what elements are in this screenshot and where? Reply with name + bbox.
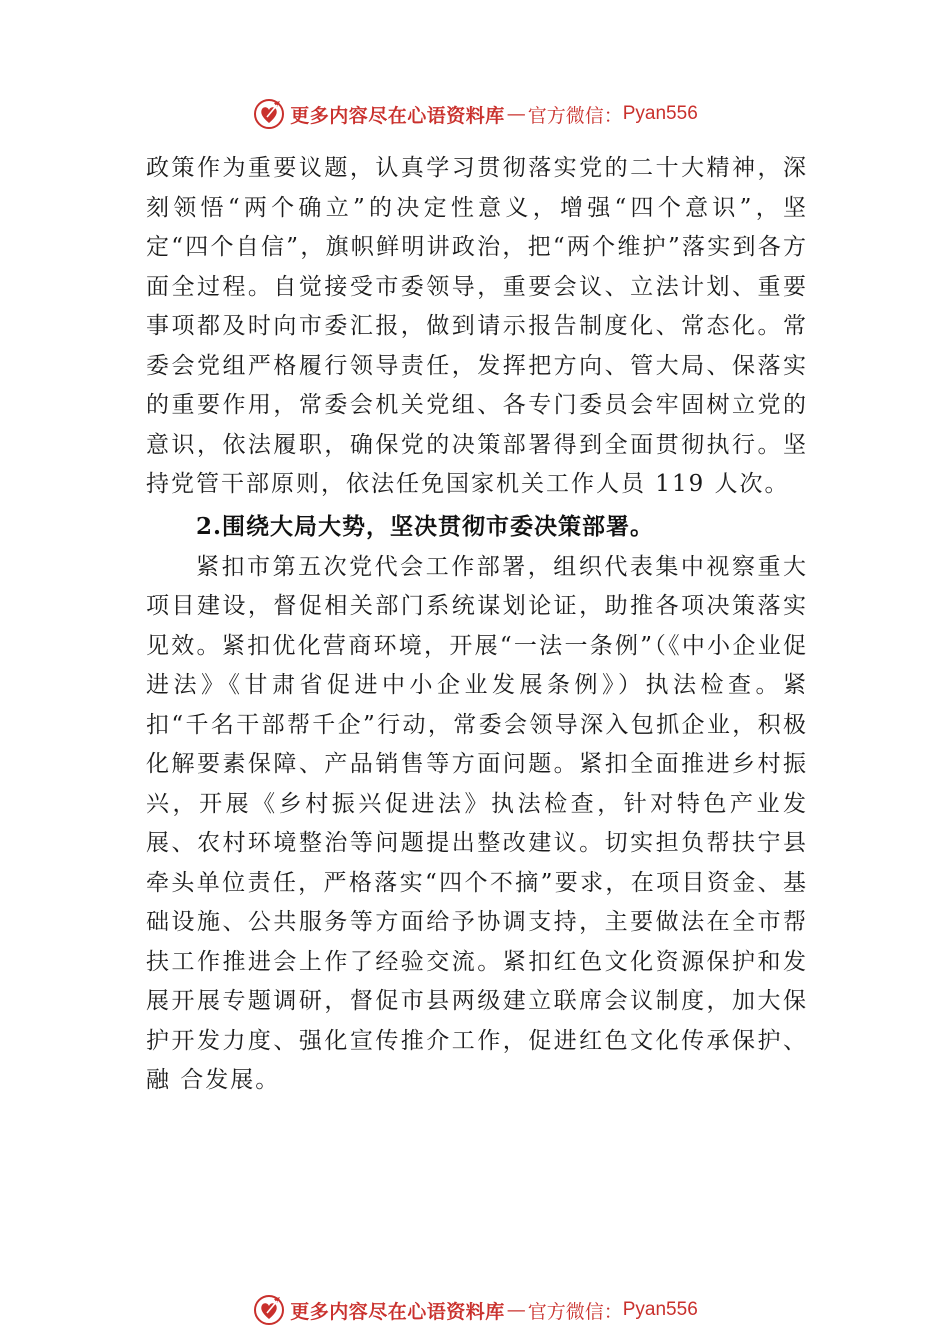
watermark-text: 更多内容尽在心语资料库 xyxy=(290,1300,505,1323)
section-heading-2: 2.围绕大局大势，坚决贯彻市委决策部署。 xyxy=(196,512,655,540)
watermark-dash: — xyxy=(506,1299,526,1321)
watermark-text: 更多内容尽在心语资料库 xyxy=(290,104,505,127)
watermark-account-id: Pyan556 xyxy=(622,103,698,124)
watermark-banner-top xyxy=(0,96,950,132)
paragraph-1: 政策作为重要议题，认真学习贯彻落实党的二十大精神，深刻领悟“两个确立”的决定性意义，增强“四个意识”，坚定“四个自信”，旗帜鲜明讲政治，把“两个维护”落实到各方面全过程。自觉接受市委领导，重要会议、立法计划、重要事项都及时向市委汇报，做到请示报告制度化、常态化。常委会党组严格履行领导责任，发挥把方向、管大局、保落实的重要作用，常委会机关党组、各专门委员会牢固树立党的意识，依法履职，确保党的决策部署得到全面贯彻执行。坚持党管干部原则，依法任免国家机关工作人员 119 人次。 xyxy=(146,155,808,497)
watermark-banner-bottom xyxy=(0,1292,950,1328)
paragraph-2: 紧扣市第五次党代会工作部署，组织代表集中视察重大项目建设，督促相关部门系统谋划论证，助推各项决策落实见效。紧扣优化营商环境，开展“一法一条例”（《中小企业促进法》《甘肃省促进中小企业发展条例》）执法检查。紧扣“千名干部帮千企”行动，常委会领导深入包抓企业，积极化解要素保障、产品销售等方面问题。紧扣全面推进乡村振兴，开展《乡村振兴促进法》执法检查，针对特色产业发展、农村环境整治等问题提出整改建议。切实担负帮扶宁县牵头单位责任，严格落实“四个不摘”要求，在项目资金、基础设施、公共服务等方面给予协调支持，主要做法在全市帮扶工作推进会上作了经验交流。紧扣红色文化资源保护和发展开展专题调研，督促市县两级建立联席会议制度，加大保护开发力度、强化宣传推介工作，促进红色文化传承保护、融 合发展。 xyxy=(146,553,808,1093)
document-body xyxy=(146,149,808,1101)
watermark-account-label: 官方微信： xyxy=(527,104,623,127)
watermark-account-id: Pyan556 xyxy=(622,1299,698,1320)
heart-pen-logo-icon xyxy=(252,1293,286,1327)
watermark-dash: — xyxy=(506,103,526,125)
watermark-account-label: 官方微信： xyxy=(527,1300,623,1323)
heart-pen-logo-icon xyxy=(252,97,286,131)
